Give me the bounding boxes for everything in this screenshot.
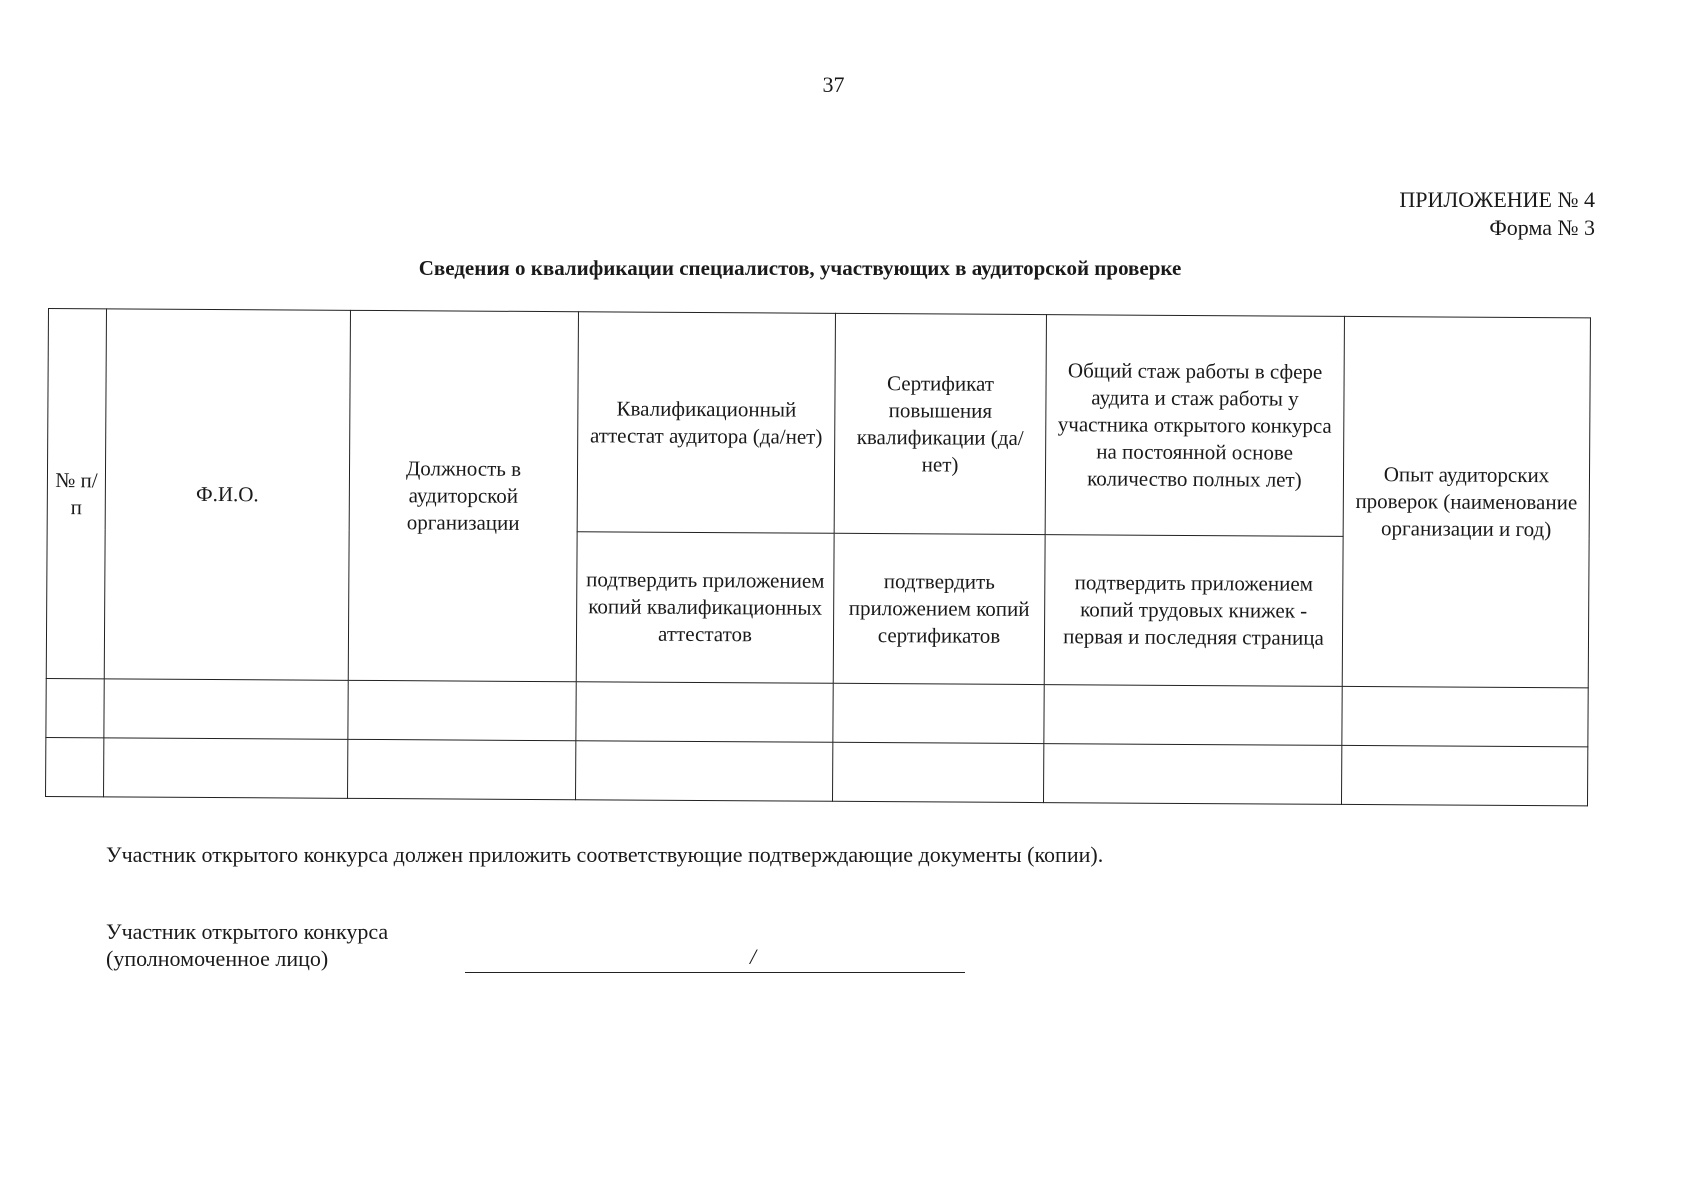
header-experience: Общий стаж работы в сфере аудита и стаж работы у участника открытого конкурса на постоянной основе количество полных лет) [1045, 315, 1344, 537]
signature-line1: Участник открытого конкурса [106, 919, 389, 944]
subheader-experience: подтвердить приложением копий трудовых книжек - первая и последняя страница [1044, 535, 1343, 687]
table-cell[interactable] [833, 683, 1044, 743]
appendix-header [1399, 186, 1595, 242]
signature-line2: (уполномоченное лицо) [106, 946, 329, 971]
table-cell[interactable] [46, 737, 104, 796]
header-num: № п/п [46, 309, 106, 679]
header-audit-experience: Опыт аудиторских проверок (наименование организации и год) [1342, 316, 1590, 687]
table-cell[interactable] [1342, 686, 1588, 747]
table-row [46, 737, 1588, 805]
signature-separator: / [750, 944, 757, 969]
header-fio: Ф.И.О. [104, 309, 350, 680]
table-cell[interactable] [1044, 685, 1342, 746]
qualification-table-wrapper [45, 308, 1591, 806]
table-row [46, 678, 1588, 746]
header-attestat: Квалификационный аттестат аудитора (да/нет) [577, 312, 835, 534]
table-cell[interactable] [46, 678, 104, 737]
table-cell[interactable] [348, 739, 576, 799]
subheader-certificate: подтвердить приложением копий сертификатов [833, 533, 1045, 684]
note-text: Участник открытого конкурса должен приложить соответствующие подтверждающие документы (копии). [106, 842, 1104, 867]
form-label: Форма № 3 [1489, 215, 1595, 240]
header-position: Должность в аудиторской организации [348, 310, 578, 681]
table-cell[interactable] [1341, 745, 1587, 806]
table-cell[interactable] [104, 738, 348, 798]
subheader-attestat: подтвердить приложением копий квалификационных аттестатов [576, 532, 834, 684]
table-cell[interactable] [833, 742, 1044, 802]
header-certificate: Сертификат повышения квалификации (да/нет) [834, 313, 1046, 534]
signature-label [106, 918, 388, 972]
signature-field[interactable] [465, 946, 965, 973]
table-cell[interactable] [576, 741, 833, 802]
table-cell[interactable] [1043, 744, 1341, 805]
qualification-table [45, 308, 1591, 806]
document-title: Сведения о квалификации специалистов, участвующих в аудиторской проверке [418, 256, 1182, 280]
table-cell[interactable] [576, 682, 833, 743]
table-cell[interactable] [348, 680, 576, 740]
appendix-label: ПРИЛОЖЕНИЕ № 4 [1399, 187, 1595, 212]
page-number: 37 [822, 72, 845, 97]
table-cell[interactable] [104, 679, 348, 739]
